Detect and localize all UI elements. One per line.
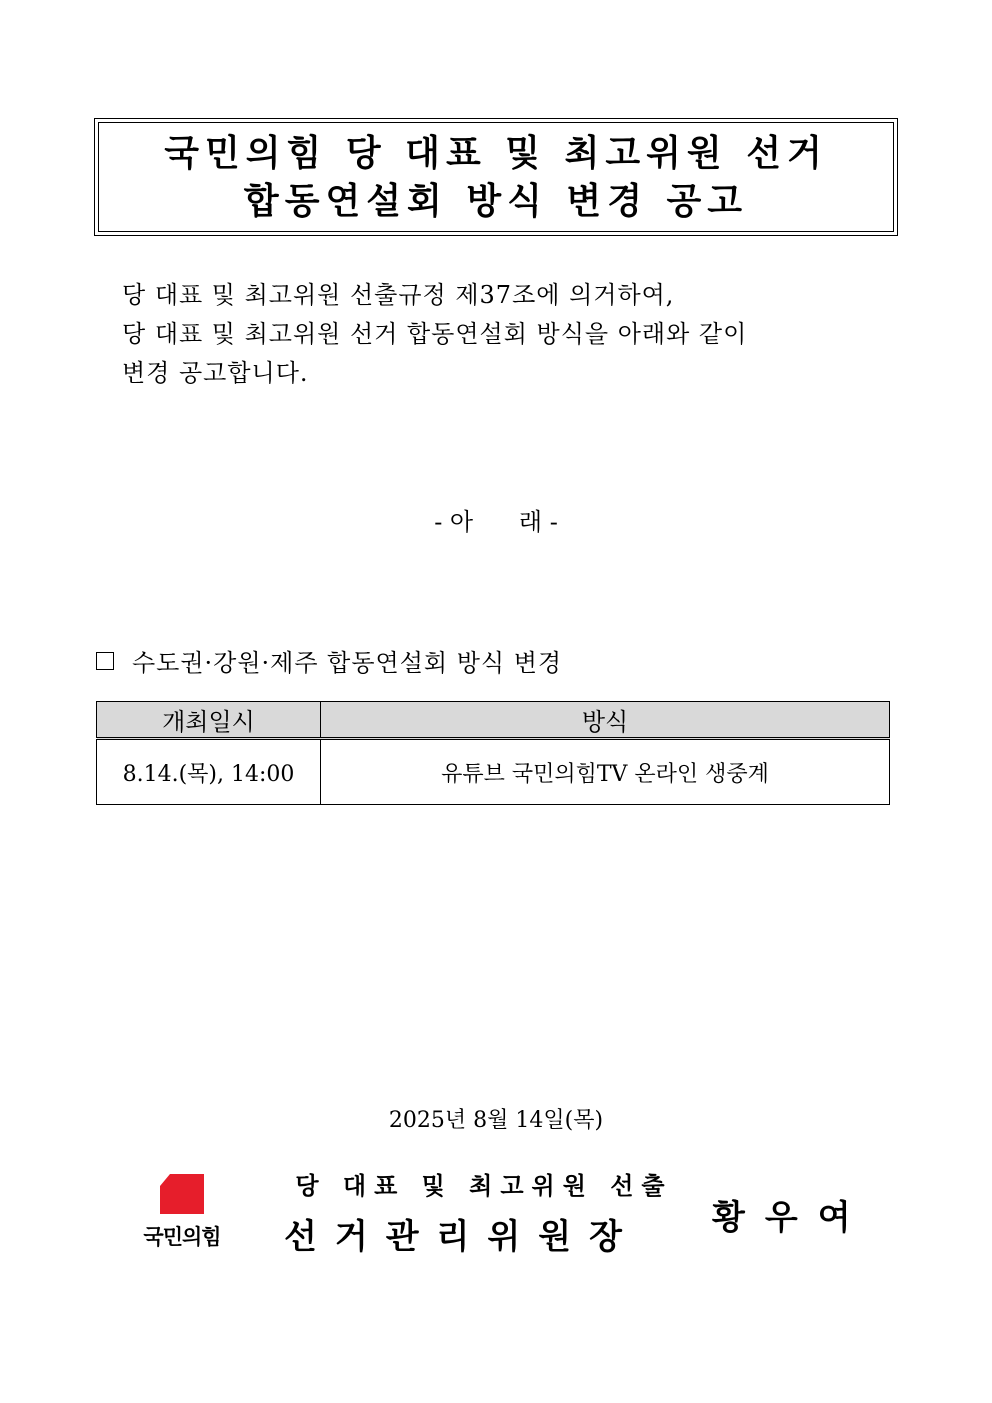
- title-line-1: 국민의힘 당 대표 및 최고위원 선거: [164, 132, 828, 174]
- table-header-row: [97, 702, 890, 739]
- header-datetime: 개최일시: [97, 702, 321, 739]
- section-heading-text: 수도권·강원·제주 합동연설회 방식 변경: [132, 649, 563, 677]
- committee-line-2: 선거관리위원장: [284, 1217, 640, 1257]
- schedule-table: [96, 701, 890, 805]
- title-line-2: 합동연설회 방식 변경 공고: [243, 180, 749, 222]
- square-bullet-icon: [96, 652, 114, 670]
- notice-date: 2025년 8월 14일(목): [388, 1108, 604, 1133]
- intro-line-3: 변경 공고합니다.: [122, 359, 309, 387]
- cell-datetime: 8.14.(목), 14:00: [97, 739, 321, 805]
- intro-line-1: 당 대표 및 최고위원 선출규정 제37조에 의거하여,: [122, 281, 675, 309]
- table-row: [97, 739, 890, 805]
- below-marker: - 아 래 -: [434, 508, 558, 536]
- header-method: 방식: [321, 702, 890, 739]
- cell-method: 유튜브 국민의힘TV 온라인 생중계: [321, 739, 890, 805]
- intro-paragraph: [122, 276, 882, 393]
- party-logo: [122, 1174, 242, 1254]
- committee-signature: [284, 1166, 684, 1258]
- title-box: [94, 118, 898, 236]
- intro-line-2: 당 대표 및 최고위원 선거 합동연설회 방식을 아래와 같이: [122, 320, 748, 348]
- chairperson-name: 황우여: [712, 1198, 871, 1238]
- committee-line-1: 당 대표 및 최고위원 선출: [295, 1171, 673, 1200]
- title-inner-border: [98, 122, 894, 232]
- party-logo-mark-icon: [160, 1174, 204, 1214]
- section-heading: [96, 643, 562, 678]
- party-logo-text: 국민의힘: [143, 1225, 221, 1249]
